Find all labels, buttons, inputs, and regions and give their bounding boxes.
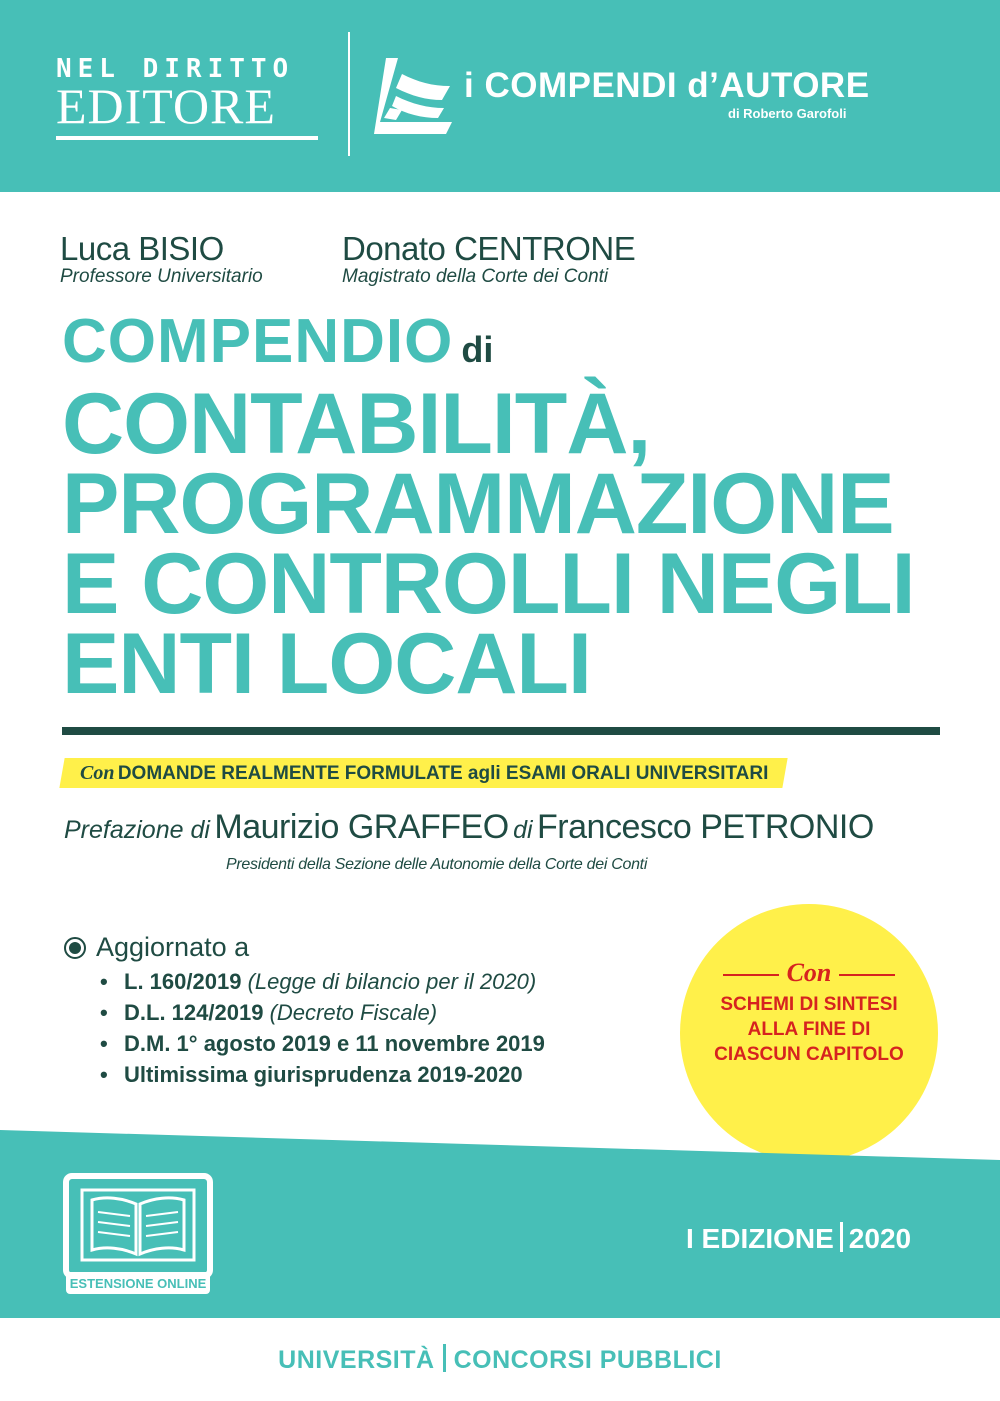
online-extension-label: ESTENSIONE ONLINE: [69, 1276, 207, 1291]
category-university: UNIVERSITÀ: [278, 1346, 435, 1374]
item-bold: D.M. 1° agosto 2019 e 11 novembre 2019: [124, 1031, 545, 1056]
item-bold: Ultimissima giurisprudenza 2019-2020: [124, 1062, 523, 1087]
preface-label: Prefazione di: [64, 816, 210, 844]
book-title: [62, 376, 962, 712]
badge-con: Con: [680, 958, 938, 988]
category-competitions: CONCORSI PUBBLICI: [453, 1346, 722, 1374]
list-item: [100, 1059, 545, 1090]
title-line: E CONTROLLI NEGLI: [62, 536, 915, 632]
edition-separator: [840, 1222, 843, 1252]
series-author: di Roberto Garofoli: [728, 106, 847, 121]
author-role: Magistrato della Corte dei Conti: [342, 266, 609, 287]
publisher-logo-line1: NEL DIRITTO: [56, 54, 295, 84]
title-line: ENTI LOCALI: [62, 616, 591, 712]
footer-categories: [0, 1344, 1000, 1375]
badge-line: SCHEMI DI SINTESI: [720, 994, 898, 1015]
publisher-logo: [56, 56, 320, 140]
title-rule: [62, 727, 940, 735]
item-italic: (Legge di bilancio per il 2020): [247, 969, 537, 994]
updates-title: Aggiornato a: [96, 932, 250, 962]
bullet-circle-icon: [64, 937, 86, 959]
item-italic: (Decreto Fiscale): [269, 1000, 438, 1025]
author-name: Luca BISIO: [60, 230, 224, 267]
title-connector: di: [461, 329, 494, 370]
edition-label: [686, 1222, 911, 1255]
badge-line: ALLA FINE DI: [747, 1019, 871, 1040]
title-prefix-line: [62, 306, 493, 377]
author-block-1: [60, 230, 263, 288]
title-line: PROGRAMMAZIONE: [62, 456, 894, 552]
list-item: [100, 966, 545, 997]
publisher-logo-rule: [56, 136, 318, 140]
highlight-text: DOMANDE REALMENTE FORMULATE agli ESAMI ORALI UNIVERSITARI: [118, 763, 769, 784]
title-prefix: COMPENDIO: [62, 307, 454, 376]
item-bold: D.L. 124/2019: [124, 1000, 264, 1025]
header-divider: [348, 32, 350, 156]
preface-joiner: di: [513, 816, 533, 844]
list-item: [100, 997, 545, 1028]
title-line: CONTABILITÀ,: [62, 376, 651, 472]
series-logo: [372, 52, 892, 142]
open-book-online-icon: [62, 1172, 214, 1296]
header-band: [0, 0, 1000, 192]
books-icon: [372, 52, 468, 138]
category-separator: [443, 1344, 446, 1372]
highlight-con: Con: [80, 762, 115, 784]
edition-year: 2020: [848, 1223, 912, 1254]
author-role: Professore Universitario: [60, 266, 263, 287]
badge-text: [680, 992, 938, 1067]
author-block-2: [342, 230, 635, 288]
list-item: [100, 1028, 545, 1059]
updates-list: [100, 966, 545, 1090]
item-bold: L. 160/2019: [124, 969, 242, 994]
preface-line: [64, 808, 874, 847]
author-name: Donato CENTRONE: [342, 230, 636, 267]
badge-line: CIASCUN CAPITOLO: [714, 1044, 904, 1065]
edition-number: I EDIZIONE: [686, 1223, 834, 1254]
preface-note: Presidenti della Sezione delle Autonomie della Corte dei Conti: [226, 856, 648, 873]
series-name: i COMPENDI d’AUTORE: [464, 66, 870, 105]
preface-name-2: Francesco PETRONIO: [537, 808, 874, 846]
publisher-logo-line2: EDITORE: [56, 78, 276, 134]
highlight-banner: [59, 758, 787, 788]
preface-name-1: Maurizio GRAFFEO: [214, 808, 509, 846]
yellow-badge: [680, 904, 938, 1162]
